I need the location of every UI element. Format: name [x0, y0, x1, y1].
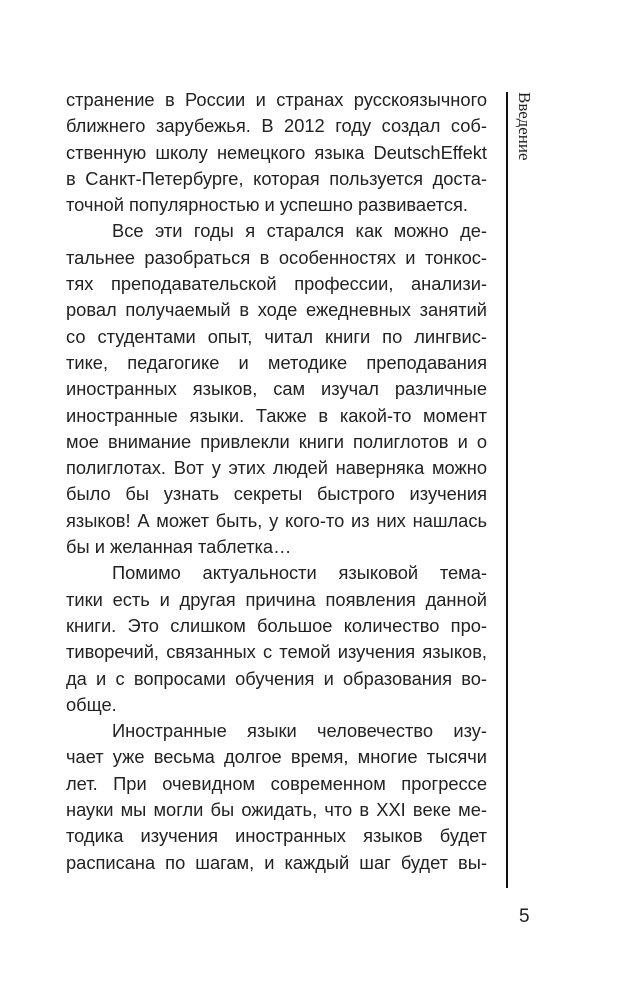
text-line: да и с вопросами обучения и образования во- [66, 667, 487, 689]
text-line: странение в России и странах русскоязычного [66, 89, 487, 110]
text-line: книги. Это слишком большое количество про- [66, 614, 487, 636]
body-text [66, 87, 487, 876]
text-line: расписана по шагам, и каждый шаг будет вы- [66, 851, 487, 873]
text-line: языков! А может быть, у кого-то из них нашлась [66, 509, 487, 531]
text-line: ственную школу немецкого языка DeutschEffekt [66, 141, 487, 163]
text-line: тике, педагогике и методике преподавания [66, 351, 487, 373]
text-line: ближнего зарубежья. В 2012 году создал соб- [66, 115, 487, 137]
text-line: тальнее разобраться в особенностях и тонкос- [66, 246, 487, 268]
text-line: точной популярностью и успешно развивается. [66, 194, 468, 216]
text-line: обще. [66, 693, 117, 715]
text-line: полиглотах. Вот у этих людей наверняка можно [66, 457, 487, 479]
page-number: 5 [519, 906, 530, 927]
text-line: тях преподавательской профессии, анализи- [66, 273, 487, 295]
text-line: в Санкт-Петербурге, которая пользуется доста- [66, 167, 487, 189]
text-line: было бы узнать секреты быстрого изучения [66, 483, 487, 505]
text-line: Помимо актуальности языковой тема- [112, 562, 487, 584]
text-line: иностранные языки. Также в какой-то момент [66, 404, 487, 426]
text-line: бы и желанная таблетка… [66, 536, 292, 558]
text-line: тодика изучения иностранных языков будет [66, 825, 487, 847]
text-line: лет. При очевидном современном прогрессе [66, 772, 487, 794]
text-line: иностранных языков, сам изучал различные [66, 378, 487, 400]
text-line: Все эти годы я старался как можно де- [112, 220, 487, 242]
text-line: науки мы могли бы ожидать, что в XXI веке ме- [66, 799, 487, 821]
text-line: чает уже весьма долгое время, многие тысячи [66, 746, 487, 768]
text-line: со студентами опыт, читал книги по лингвис- [66, 325, 487, 347]
text-line: тиворечий, связанных с темой изучения языков, [66, 641, 487, 663]
margin-rule [506, 92, 508, 888]
text-line: тики есть и другая причина появления данной [66, 588, 487, 610]
text-line: Иностранные языки человечество изу- [112, 720, 487, 742]
running-head: Введение [515, 92, 534, 161]
text-line: ровал получаемый в ходе ежедневных занятий [66, 299, 487, 321]
text-line: мое внимание привлекли книги полиглотов и о [66, 430, 487, 452]
